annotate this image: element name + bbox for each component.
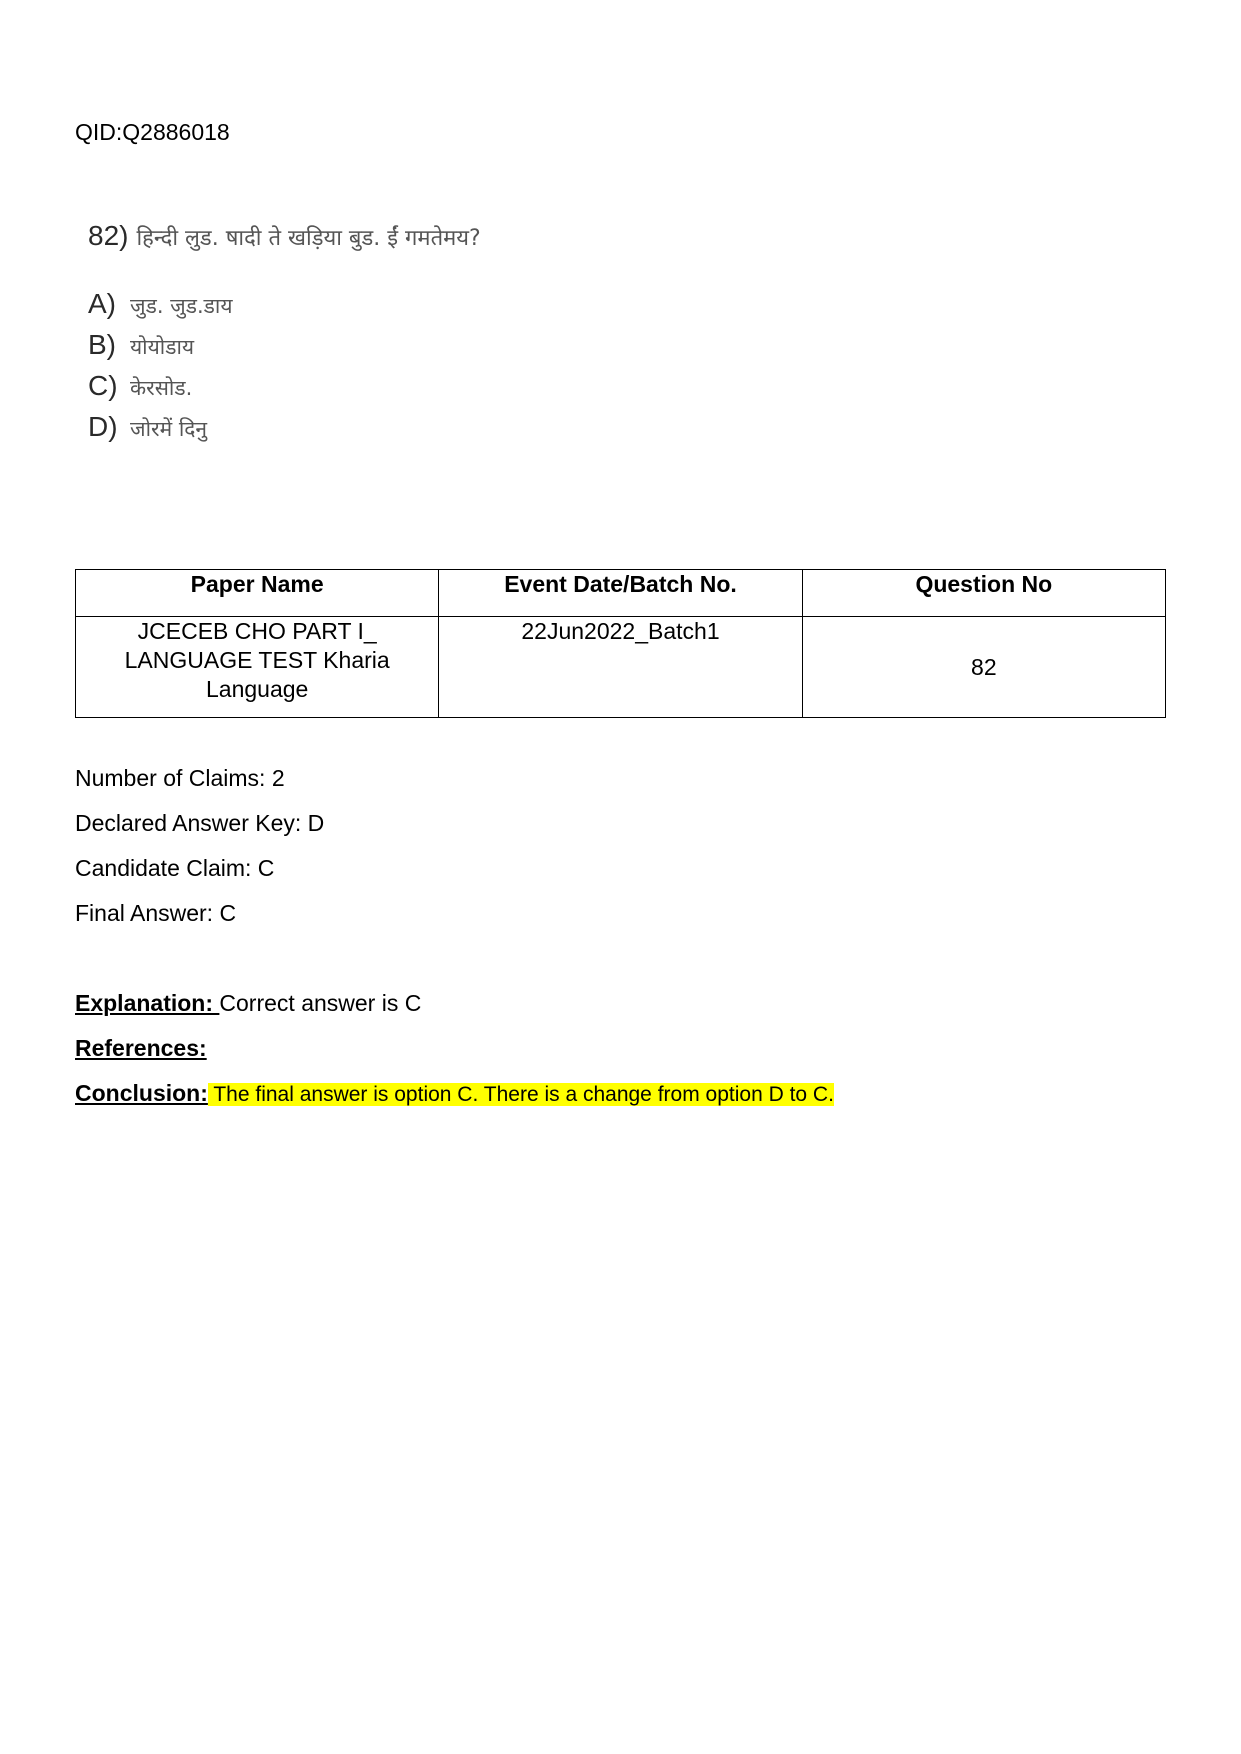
explanation-text: Correct answer is C xyxy=(219,990,422,1016)
option-text: योयोडाय xyxy=(130,335,195,359)
candidate-claim: Candidate Claim: C xyxy=(75,855,275,881)
question-text: हिन्दी लुड. षादी ते खड़िया बुड. ईं गमतेमय? xyxy=(136,226,481,251)
option-label: B) xyxy=(88,329,116,360)
option-c xyxy=(88,370,481,411)
header-paper-name: Paper Name xyxy=(76,570,439,617)
option-b xyxy=(88,329,481,370)
option-label: A) xyxy=(88,288,116,319)
question-image xyxy=(88,220,481,452)
conclusion-text: The final answer is option C. There is a change from option D to C. xyxy=(207,1083,834,1106)
paper-info-table xyxy=(75,569,1166,718)
question-stem xyxy=(88,220,481,260)
number-of-claims: Number of Claims: 2 xyxy=(75,765,285,791)
declared-answer-key: Declared Answer Key: D xyxy=(75,810,325,836)
explanation-label: Explanation: xyxy=(75,990,220,1016)
option-label: C) xyxy=(88,370,118,401)
question-number: 82) xyxy=(88,220,129,251)
option-label: D) xyxy=(88,411,118,442)
conclusion xyxy=(75,1080,834,1125)
header-question-no: Question No xyxy=(802,570,1165,617)
question-id: QID:Q2886018 xyxy=(75,119,230,145)
option-a xyxy=(88,288,481,329)
option-list xyxy=(88,288,481,452)
references xyxy=(75,1035,834,1080)
cell-paper-name: JCECEB CHO PART I_ LANGUAGE TEST Kharia Language xyxy=(76,617,439,718)
claim-facts xyxy=(75,765,324,945)
conclusion-label: Conclusion: xyxy=(75,1080,208,1106)
option-text: जुड. जुड.डाय xyxy=(130,294,233,318)
review-notes xyxy=(75,990,834,1125)
option-text: जोरमें दिनु xyxy=(130,417,208,441)
option-text: केरसोड. xyxy=(130,376,193,400)
cell-question-no: 82 xyxy=(802,617,1165,718)
final-answer: Final Answer: C xyxy=(75,900,237,926)
table-row xyxy=(76,617,1166,718)
cell-event-batch: 22Jun2022_Batch1 xyxy=(439,617,802,718)
table-header-row xyxy=(76,570,1166,617)
explanation xyxy=(75,990,834,1035)
header-event-date-batch: Event Date/Batch No. xyxy=(439,570,802,617)
option-d xyxy=(88,411,481,452)
references-label: References: xyxy=(75,1035,207,1061)
